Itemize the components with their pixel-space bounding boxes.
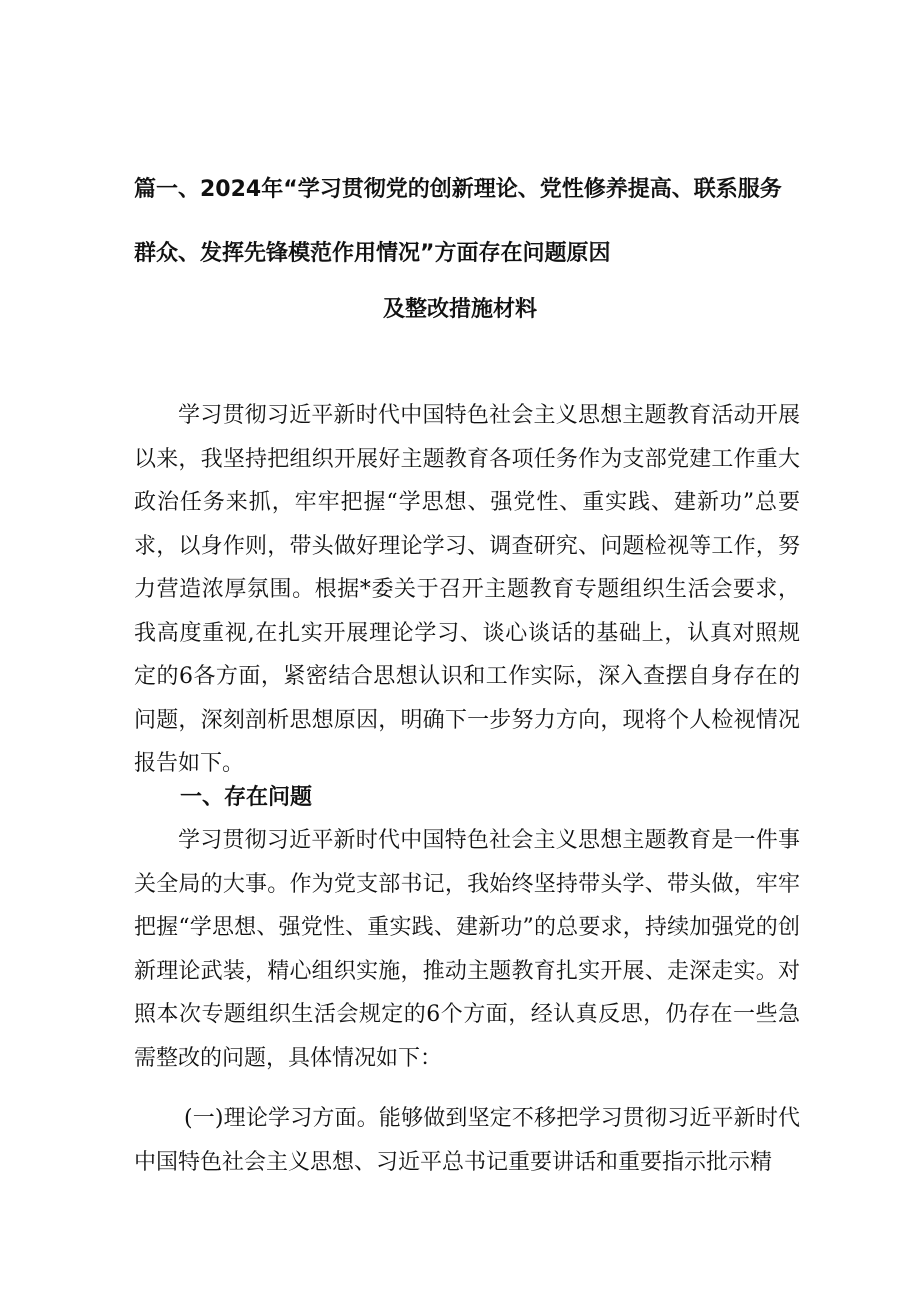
section-1-paragraph: 学习贯彻习近平新时代中国特色社会主义思想主题教育是一件事关全局的大事。作为党支部书记，我始终坚持带头学、带头做，牢牢把握“学思想、强党性、重实践、建新功”的总要求，持续加强党的创新理论武装，精心组织实施，推动主题教育扎实开展、走深走实。对照本次专题组织生活会规定的6个方面，经认真反思，仍存在一些急需整改的问题，具体情况如下： — [134, 828, 800, 1071]
document-title-line-1: 篇一、2024年“学习贯彻党的创新理论、党性修养提高、联系服务 — [134, 177, 782, 202]
subsection-theory-study-paragraph: (一)理论学习方面。能够做到坚定不移把学习贯彻习近平新时代中国特色社会主义思想、习近平总书记重要讲话和重要指示批示精 — [134, 1106, 800, 1175]
section-heading-existing-problems: 一、存在问题 — [180, 785, 313, 810]
document-title-line-3: 及整改措施材料 — [382, 297, 537, 322]
intro-paragraph: 学习贯彻习近平新时代中国特色社会主义思想主题教育活动开展以来，我坚持把组织开展好主题教育各项任务作为支部党建工作重大政治任务来抓，牢牢把握“学思想、强党性、重实践、建新功”总要求，以身作则，带头做好理论学习、调查研究、问题检视等工作，努力营造浓厚氛围。根据*委关于召开主题教育专题组织生活会要求，我高度重视,在扎实开展理论学习、谈心谈话的基础上，认真对照规定的6各方面，紧密结合思想认识和工作实际，深入查摆自身存在的问题，深刻剖析思想原因，明确下一步努力方向，现将个人检视情况报告如下。 — [134, 403, 800, 776]
document-title-line-2: 群众、发挥先锋模范作用情况”方面存在问题原因 — [134, 241, 611, 266]
